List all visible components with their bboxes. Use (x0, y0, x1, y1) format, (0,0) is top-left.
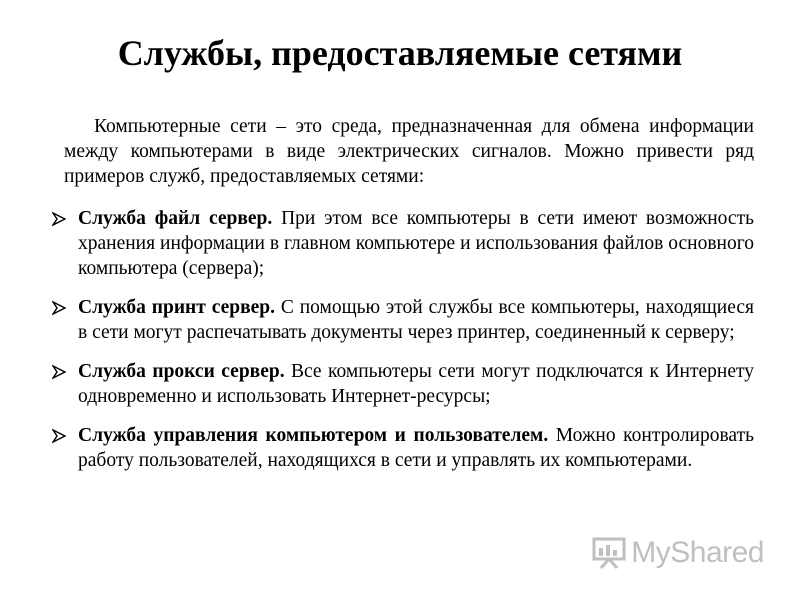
bullet-term: Служба управления компьютером и пользователем. (78, 425, 549, 446)
presentation-board-icon (591, 536, 627, 570)
bullet-text: При этом все компьютеры в сети имеют возможность хранения информации в главном компьютере и использования файлов основного компьютера (сервера); (78, 208, 754, 279)
watermark-logo (591, 536, 764, 570)
bullet-term: Служба файл сервер. (78, 208, 273, 229)
bullet-item-proxy-server (48, 359, 754, 409)
bullet-item-file-server (48, 206, 754, 281)
bullet-item-print-server (48, 295, 754, 345)
slide-title: Службы, предоставляемые сетями (117, 33, 683, 73)
arrow-bullet-icon (52, 365, 66, 379)
watermark-text: MyShared (631, 536, 764, 569)
arrow-bullet-icon (52, 301, 66, 315)
bullet-item-management (48, 423, 754, 473)
bullet-list (48, 206, 754, 487)
bullet-term: Служба прокси сервер. (78, 361, 285, 382)
bullet-term: Служба принт сервер. (78, 297, 276, 318)
bullet-text: С помощью этой службы все компьютеры, находящиеся в сети могут распечатывать документы через принтер, соединенный к серверу; (78, 297, 755, 343)
intro-paragraph: Компьютерные сети – это среда, предназначенная для обмена информации между компьютерами в виде электрических сигналов. Можно привести ряд примеров служб, предоставляемых сетями: (64, 116, 754, 187)
arrow-bullet-icon (52, 212, 66, 226)
arrow-bullet-icon (52, 429, 66, 443)
bullet-text: Все компьютеры сети могут подключатся к Интернету одновременно и использовать Интернет-ресурсы; (78, 361, 754, 407)
bullet-text: Можно контролировать работу пользователей, находящихся в сети и управлять их компьютерами. (78, 425, 754, 471)
